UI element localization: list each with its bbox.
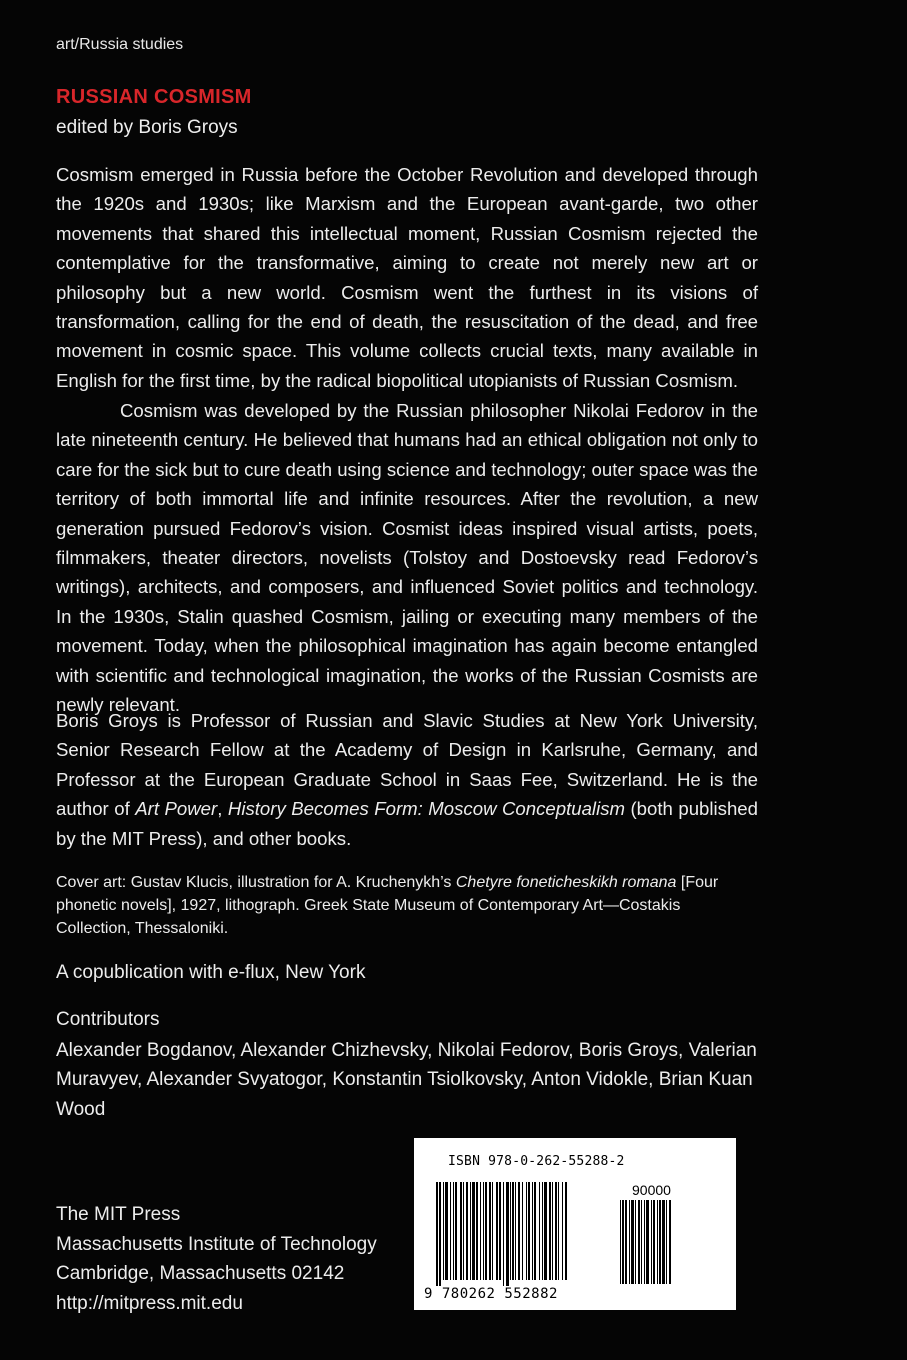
barcode-bar	[644, 1200, 645, 1284]
barcode-bar	[460, 1182, 462, 1280]
barcode-bar	[463, 1182, 464, 1280]
barcode-bar	[466, 1182, 468, 1280]
barcode-bar	[549, 1182, 551, 1280]
contributors-list: Alexander Bogdanov, Alexander Chizhevsky, Nikolai Fedorov, Boris Groys, Valerian Muravyev, Alexander Svyatogor, Konstantin Tsiolkovsky, Anton Vidokle, Brian Kuan Wood	[56, 1040, 757, 1120]
barcode-bar	[635, 1200, 636, 1284]
barcode-bar	[641, 1200, 642, 1284]
cover-credit-before: Cover art: Gustav Klucis, illustration for A. Kruchenykh’s	[56, 874, 456, 891]
barcode-bar	[659, 1200, 661, 1284]
barcode-bar	[503, 1182, 504, 1286]
barcode-bar	[539, 1182, 540, 1280]
barcode-bar	[662, 1200, 665, 1284]
description-paragraph-2: Cosmism was developed by the Russian philosopher Nikolai Fedorov in the late nineteenth century. He believed that humans had an ethical obligation not only to care for the sick but to cure death using science and technology; outer space was the territory of both immortal life and infinite resources. After the revolution, a new generation pursued Fedorov’s vision. Cosmist ideas inspired visual artists, poets, filmmakers, theater directors, novelists (Tolstoy and Dostoevsky read Fedorov’s writings), architects, and composers, and influenced Soviet politics and technology. In the 1930s, Stalin quashed Cosmism, jailing or executing many members of the movement. Today, when the philosophical imagination has again become entangled with scientific and technological imagination, the works of the Russian Cosmists are newly relevant.	[56, 400, 758, 716]
barcode-bar	[555, 1182, 557, 1280]
publisher-name: The MIT Press	[56, 1204, 181, 1225]
barcode-bar	[646, 1200, 649, 1284]
barcode-bar	[518, 1182, 520, 1280]
book-title: RUSSIAN COSMISM	[56, 86, 252, 108]
barcode-bar	[480, 1182, 481, 1280]
cover-credit-after: [Four phonetic novels], 1927, lithograph. Greek State Museum of Contemporary Art—Costakis Collection, Thessaloniki.	[56, 874, 719, 937]
bio-separator: ,	[217, 798, 228, 820]
ean-digits: 9 780262 552882	[424, 1286, 558, 1302]
barcode-bar	[439, 1182, 441, 1286]
barcode-bar	[528, 1182, 530, 1280]
barcode-bar	[472, 1182, 475, 1280]
barcode-bar	[620, 1200, 621, 1284]
barcode-bar	[565, 1182, 567, 1280]
barcode-bar	[522, 1182, 523, 1280]
publisher-url: http://mitpress.mit.edu	[56, 1292, 243, 1314]
barcode-bar	[631, 1200, 634, 1284]
barcode-bar	[526, 1182, 527, 1280]
cover-art-credit	[56, 871, 756, 940]
barcode-bar	[476, 1182, 478, 1280]
barcode-bar	[532, 1182, 533, 1280]
barcode-bar	[455, 1182, 457, 1280]
barcode-bar	[562, 1182, 563, 1280]
bio-text-before: Boris Groys is Professor of Russian and Slavic Studies at New York University, Senior Research Fellow at the Academy of Design in Karlsruhe, Germany, and Professor at the European Graduate School in Saas Fee, Switzerland. He is the author of	[56, 710, 758, 820]
barcode-bar	[629, 1200, 630, 1284]
barcode-bar	[534, 1182, 536, 1280]
barcode-bar	[483, 1182, 484, 1280]
isbn-barcode	[414, 1138, 736, 1310]
barcode-bar	[470, 1182, 471, 1280]
bio-text-after: (both published by the MIT Press), and other books.	[56, 798, 758, 849]
publisher-city: Cambridge, Massachusetts 02142	[56, 1263, 345, 1284]
barcode-bar	[625, 1200, 627, 1284]
barcode-bar	[542, 1182, 543, 1280]
barcode-bar	[552, 1182, 553, 1280]
bio-book-art-power: Art Power	[135, 798, 218, 820]
barcode-bar	[544, 1182, 547, 1280]
barcode-bar	[450, 1182, 451, 1280]
copublication-note: A copublication with e-flux, New York	[56, 962, 366, 983]
barcode-bar	[657, 1200, 658, 1284]
barcode-bar	[443, 1182, 444, 1280]
barcode-bar	[510, 1182, 511, 1280]
author-bio	[56, 706, 758, 853]
barcode-bar	[489, 1182, 491, 1280]
publisher-block	[56, 1200, 377, 1318]
barcode-bar	[669, 1200, 671, 1284]
addon-barcode-bars	[620, 1200, 720, 1286]
bio-book-history-becomes-form: History Becomes Form: Moscow Conceptualism	[227, 798, 625, 820]
description-paragraph-1: Cosmism emerged in Russia before the October Revolution and developed through the 1920s and 1930s; like Marxism and the European avant-garde, two other movements that shared this intellectual moment, Russian Cosmism rejected the contemplative for the transformative, aiming to create not merely new art or philosophy but a new world. Cosmism went the furthest in its visions of transformation, calling for the end of death, the resuscitation of the dead, and free movement in cosmic space. This volume collects crucial texts, many available in English for the first time, by the radical biopolitical utopianists of Russian Cosmism.	[56, 164, 758, 391]
barcode-bar	[496, 1182, 498, 1280]
barcode-bar	[445, 1182, 448, 1280]
barcode-bar	[453, 1182, 454, 1280]
barcode-bar	[492, 1182, 493, 1280]
publisher-institution: Massachusetts Institute of Technology	[56, 1233, 377, 1255]
barcode-bar	[512, 1182, 514, 1280]
barcode-bar	[622, 1200, 624, 1284]
barcode-bar	[666, 1200, 667, 1284]
barcode-bar	[653, 1200, 655, 1284]
barcode-bar	[558, 1182, 559, 1280]
book-editor: edited by Boris Groys	[56, 117, 238, 138]
barcode-bar	[651, 1200, 652, 1284]
ean-barcode-bars	[436, 1182, 614, 1286]
subject-category: art/Russia studies	[56, 36, 184, 53]
price-code: 90000	[632, 1182, 671, 1198]
barcode-bar	[436, 1182, 438, 1286]
barcode-bar	[506, 1182, 509, 1286]
barcode-bar	[485, 1182, 487, 1280]
cover-credit-work: Chetyre foneticheskikh romana	[455, 874, 677, 891]
isbn-number: ISBN 978-0-262-55288-2	[448, 1154, 625, 1169]
barcode-bar	[638, 1200, 640, 1284]
barcode-bar	[499, 1182, 501, 1280]
contributors-heading: Contributors	[56, 1009, 160, 1030]
barcode-bar	[515, 1182, 516, 1280]
